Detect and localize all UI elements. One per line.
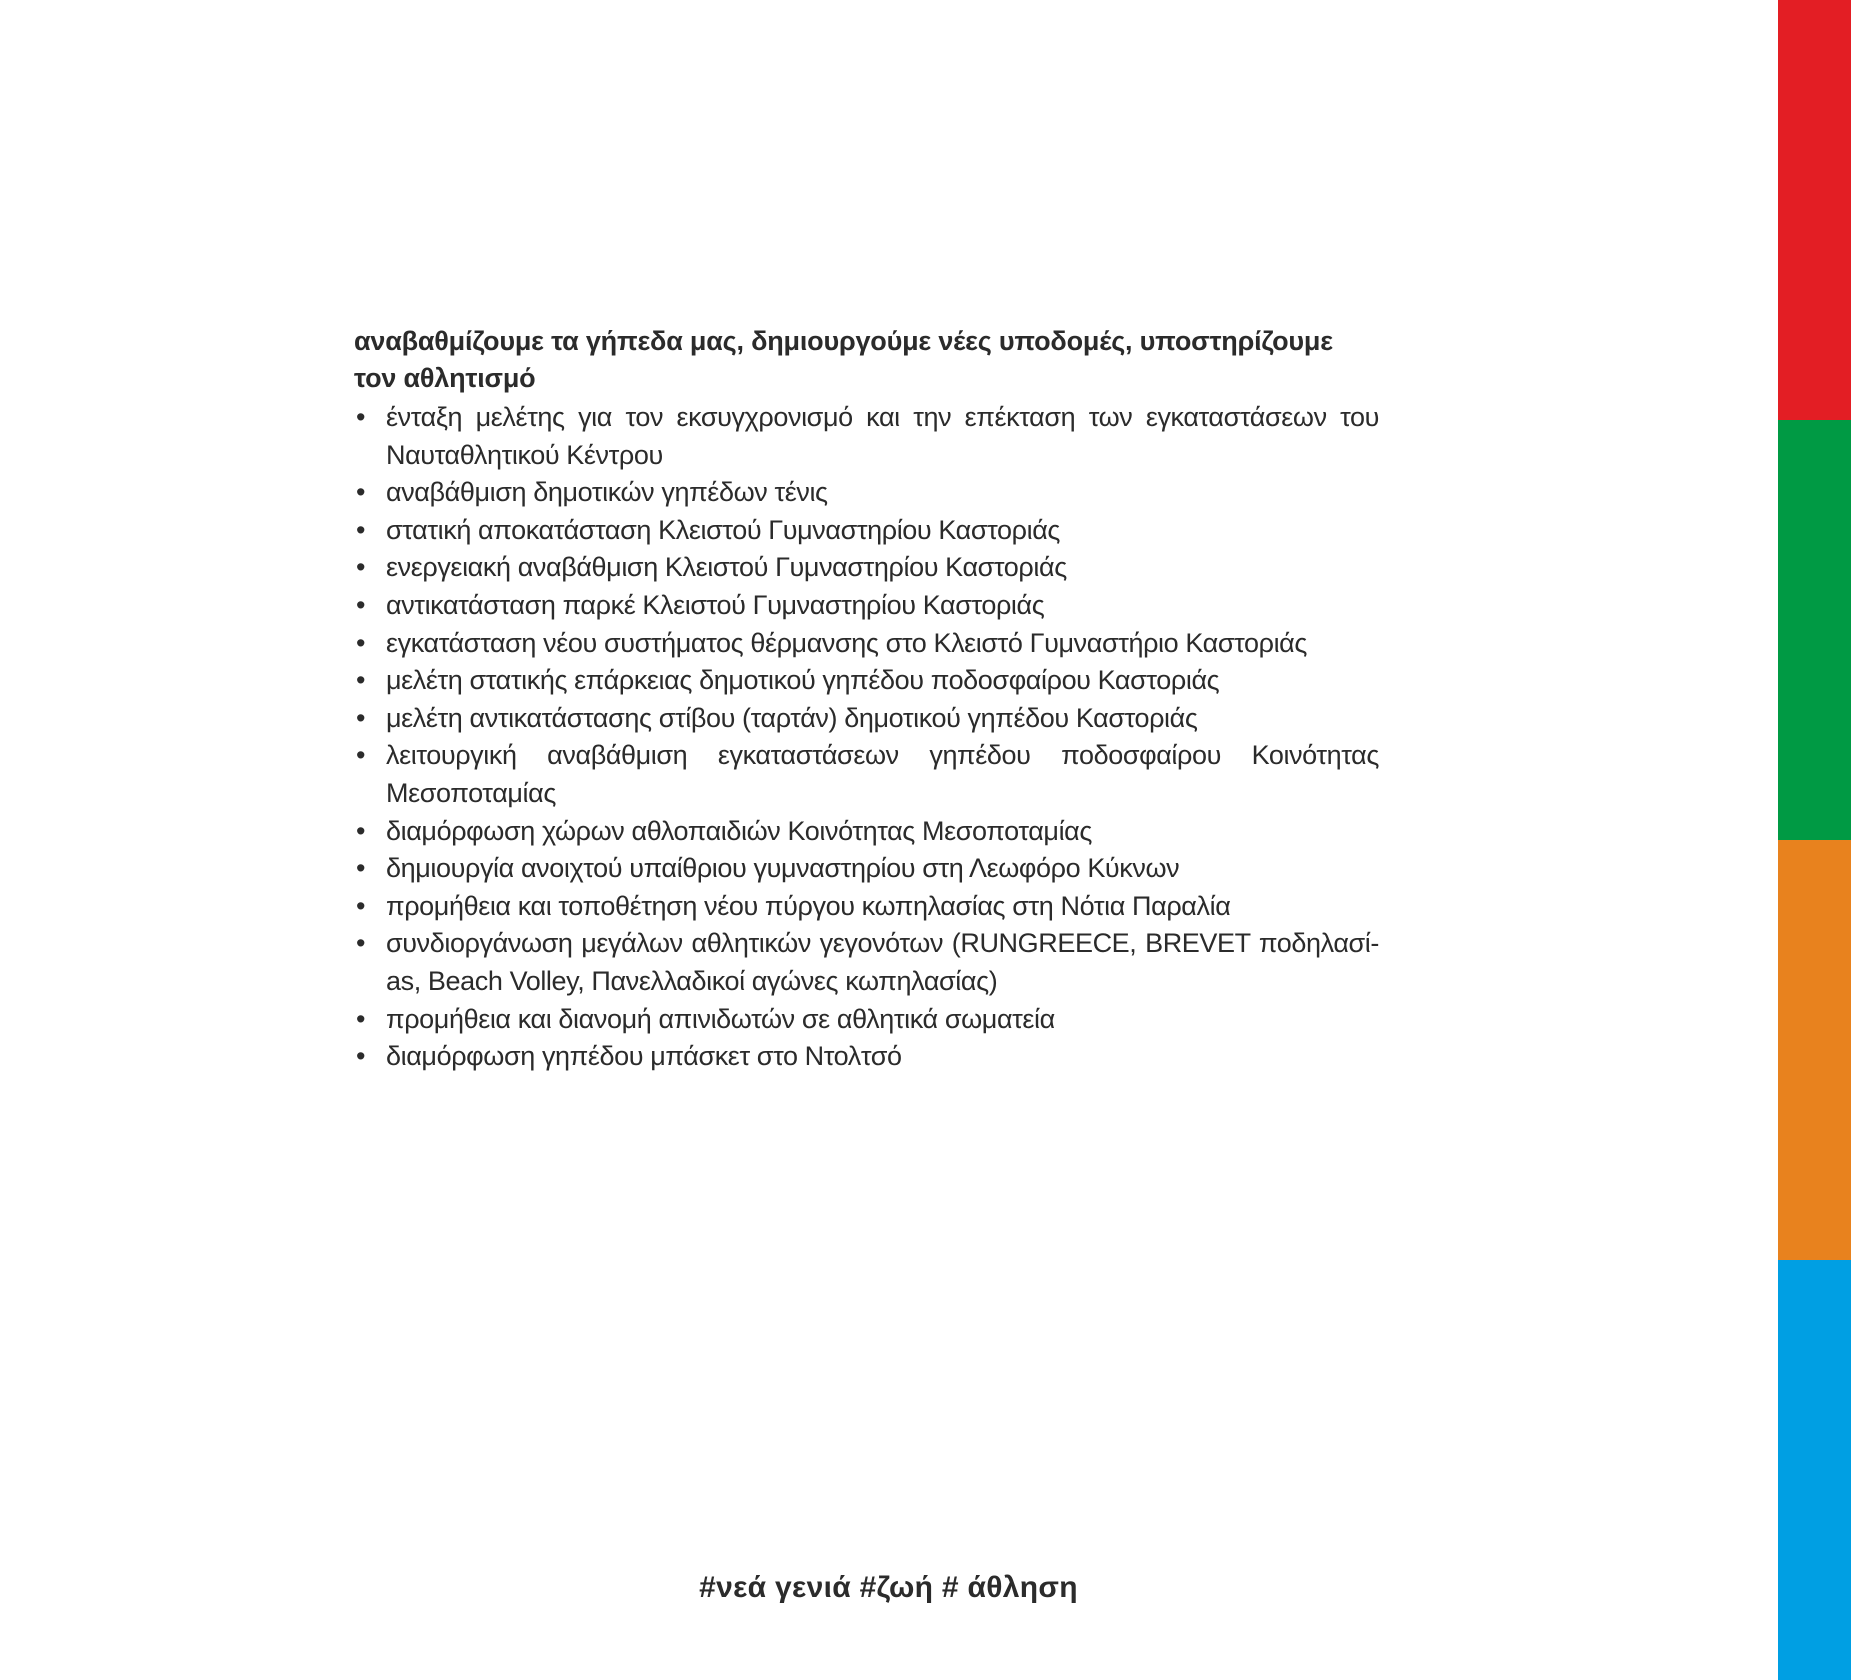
bullet-icon: • — [356, 552, 366, 583]
footer-tagline: #νεά γενιά #ζωή # άθληση — [699, 1571, 1078, 1604]
bullet-icon: • — [356, 702, 366, 733]
list-item — [354, 925, 1379, 1000]
list-item-text: ενεργειακή αναβάθμιση Κλειστού Γυμναστηρίου Καστοριάς — [386, 552, 1067, 583]
bullet-icon: • — [356, 589, 366, 620]
list-item — [354, 888, 1379, 926]
list-item-text: αντικατάσταση παρκέ Κλειστού Γυμναστηρίου Καστοριάς — [386, 589, 1045, 620]
content-section — [354, 323, 1379, 1076]
bullet-icon: • — [356, 1041, 366, 1072]
bullet-icon: • — [356, 402, 366, 432]
bullet-list — [354, 399, 1379, 1076]
list-item — [354, 512, 1379, 550]
stripe-band-red — [1778, 0, 1851, 420]
list-item — [354, 1001, 1379, 1039]
bullet-icon: • — [356, 627, 366, 658]
list-item-text: δημιουργία ανοιχτού υπαίθριου γυμναστηρίου στη Λεωφόρο Κύκνων — [386, 853, 1180, 884]
list-item — [354, 587, 1379, 625]
list-item — [354, 1038, 1379, 1076]
list-item-text: εγκατάσταση νέου συστήματος θέρμανσης στο Κλειστό Γυμναστήριο Καστοριάς — [386, 627, 1308, 658]
bullet-icon: • — [356, 890, 366, 921]
list-item-text: διαμόρφωση γηπέδου μπάσκετ στο Ντολτσό — [386, 1041, 902, 1072]
list-item-text: συνδιοργάνωση μεγάλων αθλητικών γεγονότων (RUNGREECE, BREVET ποδηλασί-as, Beach Volley, Πανελλαδικοί αγώνες κωπηλασίας) — [386, 928, 1379, 996]
list-item-text: προμήθεια και διανομή απινιδωτών σε αθλητικά σωματεία — [386, 1003, 1055, 1034]
list-item-text: λειτουργική αναβάθμιση εγκαταστάσεων γηπέδου ποδοσφαίρου Κοινότητας Μεσοποταμίας — [386, 740, 1379, 808]
list-item-text: μελέτη αντικατάστασης στίβου (ταρτάν) δημοτικού γηπέδου Καστοριάς — [386, 702, 1198, 733]
list-item — [354, 399, 1379, 474]
list-item — [354, 850, 1379, 888]
list-item-text: στατική αποκατάσταση Κλειστού Γυμναστηρίου Καστοριάς — [386, 514, 1061, 545]
section-heading: αναβαθμίζουμε τα γήπεδα μας, δημιουργούμε νέες υποδομές, υποστηρίζουμε τον αθλητισμό — [354, 326, 1333, 393]
stripe-band-green — [1778, 420, 1851, 840]
list-item-text: αναβάθμιση δημοτικών γηπέδων τένις — [386, 477, 828, 508]
bullet-icon: • — [356, 514, 366, 545]
list-item — [354, 625, 1379, 663]
bullet-icon: • — [356, 815, 366, 846]
stripe-band-orange — [1778, 840, 1851, 1260]
bullet-icon: • — [356, 928, 366, 959]
list-item — [354, 549, 1379, 587]
bullet-icon: • — [356, 740, 366, 771]
list-item — [354, 813, 1379, 851]
bullet-icon: • — [356, 665, 366, 696]
list-item — [354, 662, 1379, 700]
list-item — [354, 474, 1379, 512]
bullet-icon: • — [356, 1003, 366, 1034]
list-item — [354, 700, 1379, 738]
stripe-band-blue — [1778, 1260, 1851, 1680]
list-item-text: προμήθεια και τοποθέτηση νέου πύργου κωπηλασίας στη Νότια Παραλία — [386, 890, 1231, 921]
bullet-icon: • — [356, 477, 366, 508]
list-item-text: διαμόρφωση χώρων αθλοπαιδιών Κοινότητας Μεσοποταμίας — [386, 815, 1092, 846]
list-item — [354, 737, 1379, 812]
list-item-text: ένταξη μελέτης για τον εκσυγχρονισμό και την επέκταση των εγκαταστάσεων του Ναυταθλητικού Κέντρου — [386, 402, 1379, 470]
list-item-text: μελέτη στατικής επάρκειας δημοτικού γηπέδου ποδοσφαίρου Καστοριάς — [386, 665, 1220, 696]
bullet-icon: • — [356, 853, 366, 884]
color-stripe — [1778, 0, 1851, 1680]
